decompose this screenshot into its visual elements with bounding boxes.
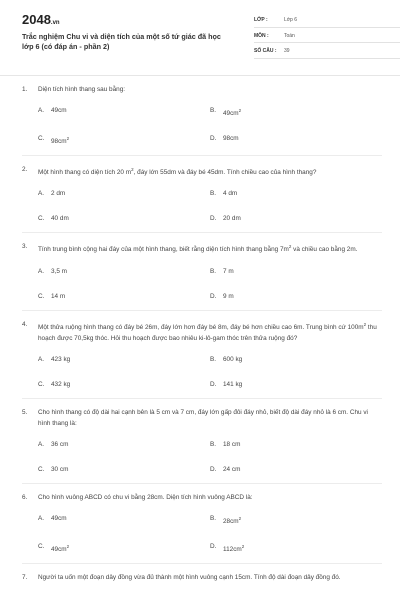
question-text-part: , đáy lớn 55dm và đáy bé 45dm. Tính chiều cao của hình thang? — [133, 169, 317, 177]
options-grid — [38, 266, 382, 302]
answer-option[interactable] — [38, 213, 210, 224]
question-text-row — [22, 572, 382, 583]
option-letter: C. — [38, 542, 45, 550]
option-letter: D. — [210, 542, 217, 550]
question-6 — [22, 492, 382, 555]
option-text-content: 24 cm — [223, 465, 241, 473]
options-grid — [38, 513, 382, 555]
question-text-content: Người ta uốn một đoạn dây đồng vừa đủ thành một hình vuông cạnh 15cm. Tính độ dài đoạn dây đồng đó. — [38, 573, 341, 581]
answer-option[interactable] — [210, 439, 382, 450]
answer-option[interactable] — [38, 379, 210, 390]
option-superscript: 2 — [238, 515, 242, 521]
meta-row-class: LỚP : Lớp 6 — [254, 14, 400, 28]
option-text — [223, 291, 234, 302]
answer-option[interactable] — [210, 379, 382, 390]
question-3 — [22, 241, 382, 301]
question-text-part: 2 — [288, 244, 292, 250]
option-text-content: 18 cm — [223, 440, 241, 448]
answer-option[interactable] — [38, 439, 210, 450]
option-text-content: 30 cm — [51, 465, 69, 473]
question-text-part: 2 — [363, 321, 367, 327]
question-text-part: và chiều cao bằng 2m. — [291, 246, 358, 254]
option-letter: A. — [38, 514, 45, 522]
option-text — [223, 439, 240, 450]
answer-option[interactable] — [38, 354, 210, 365]
question-divider — [22, 155, 382, 156]
option-text-content: 2 dm — [51, 190, 66, 198]
question-divider — [22, 563, 382, 564]
option-text-content: 98cm — [51, 138, 67, 146]
question-number: 1. — [22, 86, 28, 93]
option-letter: B. — [210, 355, 217, 363]
question-text-part: Một thửa ruộng hình thang có đáy bé 26m, đáy lớn hơn đáy bé 8m, đáy bé hơn chiều cao 6m. Trung bình cứ 100m — [38, 323, 364, 331]
answer-option[interactable] — [210, 266, 382, 277]
question-1 — [22, 84, 382, 147]
question-text — [38, 164, 382, 178]
question-text-row — [22, 84, 382, 95]
options-grid — [38, 188, 382, 224]
option-text — [51, 379, 70, 390]
option-letter: C. — [38, 215, 45, 223]
option-letter: C. — [38, 380, 45, 388]
option-letter: A. — [38, 190, 45, 198]
option-text-content: 600 kg — [223, 355, 243, 363]
question-text-content: Diện tích hình thang sau bằng: — [38, 86, 126, 93]
question-text — [38, 492, 382, 503]
option-text — [223, 105, 241, 119]
option-letter: B. — [210, 514, 217, 522]
question-number: 5. — [22, 408, 28, 416]
option-text-content: 49cm — [51, 545, 67, 553]
question-divider — [22, 232, 382, 233]
meta-row-subject: MÔN : Toán — [254, 30, 400, 44]
option-text-content: 49cm — [51, 514, 67, 522]
option-text — [223, 213, 241, 224]
question-text-part: Tính trung bình cộng hai đáy của một hình thang, biết rằng diện tích hình thang bằng 7m — [38, 246, 289, 254]
option-letter: D. — [210, 135, 217, 143]
option-letter: C. — [38, 292, 45, 300]
question-text — [38, 407, 382, 429]
question-text-row — [22, 407, 382, 429]
option-text-content: 7 m — [223, 267, 234, 275]
option-text-content: 423 kg — [51, 355, 71, 363]
option-text — [223, 266, 234, 277]
option-text-content: 40 dm — [51, 215, 69, 223]
answer-option[interactable] — [38, 105, 210, 119]
option-letter: D. — [210, 380, 217, 388]
question-number: 2. — [22, 166, 28, 174]
option-text — [51, 266, 67, 277]
options-grid — [38, 354, 382, 390]
answer-option[interactable] — [210, 291, 382, 302]
options-grid — [38, 439, 382, 475]
option-text — [51, 354, 70, 365]
option-superscript: 2 — [66, 543, 70, 549]
option-text — [51, 105, 67, 119]
option-letter: D. — [210, 292, 217, 300]
option-text-content: 112cm — [223, 545, 242, 553]
option-text-content: 432 kg — [51, 380, 71, 388]
option-text-content: 98cm — [223, 135, 239, 143]
option-text-content: 28cm — [223, 517, 239, 525]
answer-option[interactable] — [210, 464, 382, 475]
option-letter: B. — [210, 107, 217, 114]
question-divider — [22, 398, 382, 399]
option-text — [51, 513, 67, 527]
option-text — [51, 541, 69, 555]
option-text — [223, 379, 242, 390]
option-text — [51, 439, 68, 450]
option-letter: B. — [210, 190, 217, 198]
header-divider — [0, 75, 400, 76]
question-divider — [22, 310, 382, 311]
option-superscript: 2 — [241, 543, 245, 549]
option-text — [51, 133, 69, 147]
question-text-row — [22, 319, 382, 344]
option-text-content: 14 m — [51, 292, 66, 300]
question-text-row — [22, 241, 382, 255]
option-letter: C. — [38, 465, 45, 473]
option-text — [223, 464, 240, 475]
answer-option[interactable] — [210, 188, 382, 199]
option-letter: D. — [210, 465, 217, 473]
answer-option[interactable] — [38, 188, 210, 199]
site-logo[interactable]: 2048.vn — [22, 12, 60, 27]
question-text-row — [22, 164, 382, 178]
answer-option[interactable] — [210, 541, 382, 555]
meta-info — [254, 14, 400, 61]
option-text — [223, 188, 237, 199]
answer-option[interactable] — [210, 133, 382, 147]
option-text — [223, 354, 242, 365]
question-number: 7. — [22, 573, 28, 581]
question-text — [38, 319, 382, 344]
option-text-content: 49cm — [223, 110, 239, 118]
option-text-content: 3,5 m — [51, 267, 67, 275]
option-text-content: 9 m — [223, 292, 234, 300]
option-superscript: 2 — [238, 108, 242, 113]
option-letter: A. — [38, 355, 45, 363]
question-text — [38, 241, 382, 255]
option-letter: A. — [38, 267, 45, 275]
question-text-row — [22, 492, 382, 503]
question-text-part: 2 — [131, 167, 134, 173]
option-letter: D. — [210, 215, 217, 223]
option-text — [223, 541, 244, 555]
answer-option[interactable] — [38, 541, 210, 555]
answer-option[interactable] — [38, 133, 210, 147]
option-letter: A. — [38, 107, 45, 114]
option-letter: A. — [38, 440, 45, 448]
header — [22, 12, 382, 62]
option-letter: C. — [38, 135, 45, 143]
question-divider — [22, 483, 382, 484]
question-7 — [22, 572, 382, 583]
question-text-content: Cho hình thang có độ dài hai cạnh bên là 5 cm và 7 cm, đáy lớn gấp đôi đáy nhỏ, biết độ dài đáy nhỏ là 6 cm. Chu vi hình thang là: — [38, 408, 368, 427]
option-text — [51, 188, 65, 199]
question-number: 6. — [22, 493, 28, 501]
answer-option[interactable] — [210, 513, 382, 527]
option-text-content: 20 dm — [223, 215, 241, 223]
question-4 — [22, 319, 382, 390]
question-5 — [22, 407, 382, 475]
answer-option[interactable] — [38, 266, 210, 277]
option-text — [51, 213, 69, 224]
question-text — [38, 572, 382, 583]
question-list — [22, 84, 382, 583]
option-text-content: 141 kg — [223, 380, 243, 388]
question-text-content: Cho hình vuông ABCD có chu vi bằng 28cm. Diện tích hình vuông ABCD là: — [38, 493, 253, 501]
question-number: 3. — [22, 243, 28, 251]
option-text-content: 36 cm — [51, 440, 69, 448]
option-text — [223, 133, 239, 147]
option-superscript: 2 — [66, 136, 70, 142]
option-text-content: 4 dm — [223, 190, 238, 198]
option-text-content: 49cm — [51, 107, 67, 114]
option-letter: B. — [210, 267, 217, 275]
question-text-part: thu hoạch được 70,5kg thóc. Hỏi thu hoạch được bao nhiêu ki-lô-gam thóc trên thửa ruộng đó? — [38, 323, 377, 342]
option-text — [51, 291, 65, 302]
answer-option[interactable] — [38, 291, 210, 302]
answer-option[interactable] — [210, 354, 382, 365]
answer-option[interactable] — [38, 513, 210, 527]
answer-option[interactable] — [210, 105, 382, 119]
options-grid — [38, 105, 382, 147]
question-text — [38, 84, 382, 95]
question-text-part: Một hình thang có diện tích 20 m — [38, 169, 132, 177]
option-text — [223, 513, 241, 527]
option-letter: B. — [210, 440, 217, 448]
document-title: Trắc nghiệm Chu vi và diện tích của một số tứ giác đã học lớp 6 (có đáp án - phần 2) — [22, 32, 221, 51]
meta-row-count: SỐ CÂU : 39 — [254, 45, 400, 59]
question-2 — [22, 164, 382, 224]
question-number: 4. — [22, 320, 28, 328]
answer-option[interactable] — [210, 213, 382, 224]
option-text — [51, 464, 68, 475]
answer-option[interactable] — [38, 464, 210, 475]
